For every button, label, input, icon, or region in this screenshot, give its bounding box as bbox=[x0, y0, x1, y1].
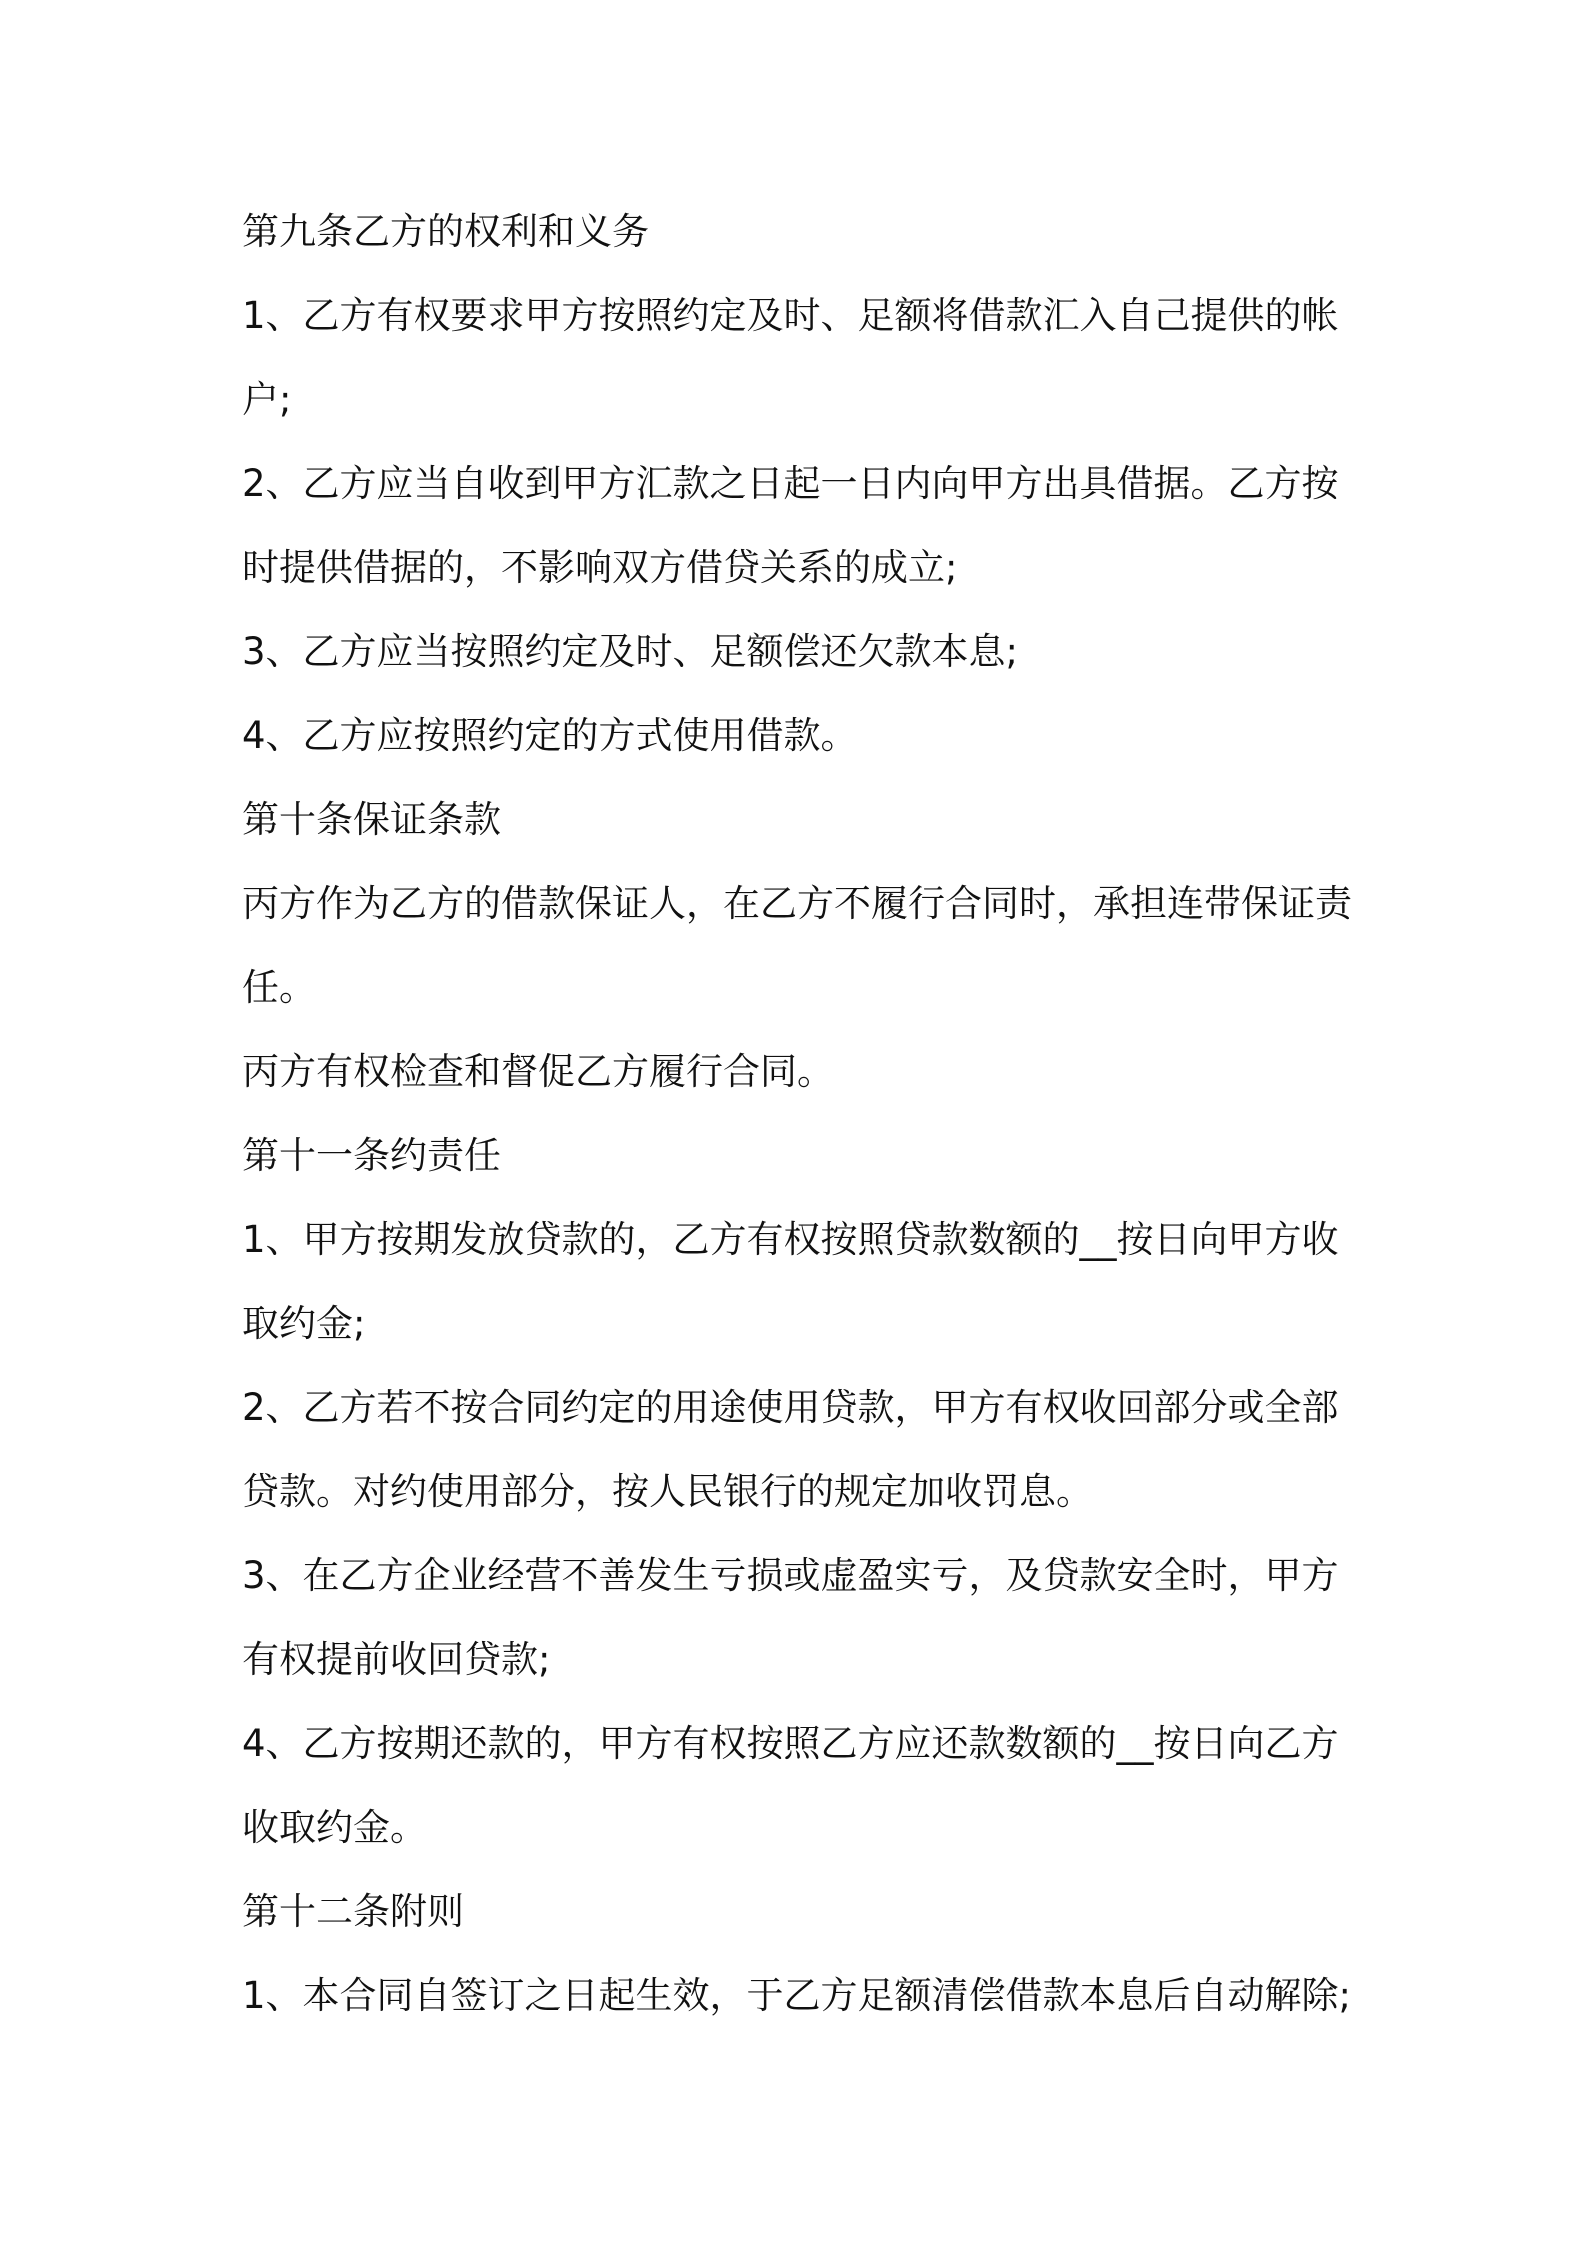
article-11-item-4-line-2: 收取约金。 bbox=[242, 1806, 427, 1849]
article-10-para-2: 丙方有权检查和督促乙方履行合同。 bbox=[242, 1050, 834, 1093]
article-11-item-3-line-1: 3、在乙方企业经营不善发生亏损或虚盈实亏，及贷款安全时，甲方 bbox=[242, 1554, 1339, 1597]
article-12-item-1: 1、本合同自签订之日起生效，于乙方足额清偿借款本息后自动解除; bbox=[242, 1974, 1352, 2017]
article-9-item-2-line-2: 时提供借据的，不影响双方借贷关系的成立; bbox=[242, 546, 958, 589]
article-9-item-3: 3、乙方应当按照约定及时、足额偿还欠款本息; bbox=[242, 630, 1019, 673]
article-9-item-4: 4、乙方应按照约定的方式使用借款。 bbox=[242, 714, 858, 757]
section-heading-article-11: 第十一条约责任 bbox=[242, 1134, 501, 1177]
document-page bbox=[242, 190, 1362, 2038]
article-11-item-1-line-2: 取约金; bbox=[242, 1302, 366, 1345]
article-10-para-1-line-1: 丙方作为乙方的借款保证人，在乙方不履行合同时，承担连带保证责 bbox=[242, 882, 1352, 925]
article-9-item-1-line-1: 1、乙方有权要求甲方按照约定及时、足额将借款汇入自己提供的帐 bbox=[242, 294, 1339, 337]
section-heading-article-10: 第十条保证条款 bbox=[242, 798, 501, 841]
article-11-item-4-line-1: 4、乙方按期还款的，甲方有权按照乙方应还款数额的__按日向乙方 bbox=[242, 1722, 1339, 1765]
article-9-item-1-line-2: 户; bbox=[242, 378, 292, 421]
article-10-para-1-line-2: 任。 bbox=[242, 966, 316, 1009]
article-11-item-3-line-2: 有权提前收回贷款; bbox=[242, 1638, 551, 1681]
article-11-item-2-line-2: 贷款。对约使用部分，按人民银行的规定加收罚息。 bbox=[242, 1470, 1093, 1513]
article-11-item-2-line-1: 2、乙方若不按合同约定的用途使用贷款，甲方有权收回部分或全部 bbox=[242, 1386, 1339, 1429]
article-11-item-1-line-1: 1、甲方按期发放贷款的，乙方有权按照贷款数额的__按日向甲方收 bbox=[242, 1218, 1339, 1261]
section-heading-article-12: 第十二条附则 bbox=[242, 1890, 464, 1933]
section-heading-article-9: 第九条乙方的权利和义务 bbox=[242, 210, 649, 253]
article-9-item-2-line-1: 2、乙方应当自收到甲方汇款之日起一日内向甲方出具借据。乙方按 bbox=[242, 462, 1339, 505]
